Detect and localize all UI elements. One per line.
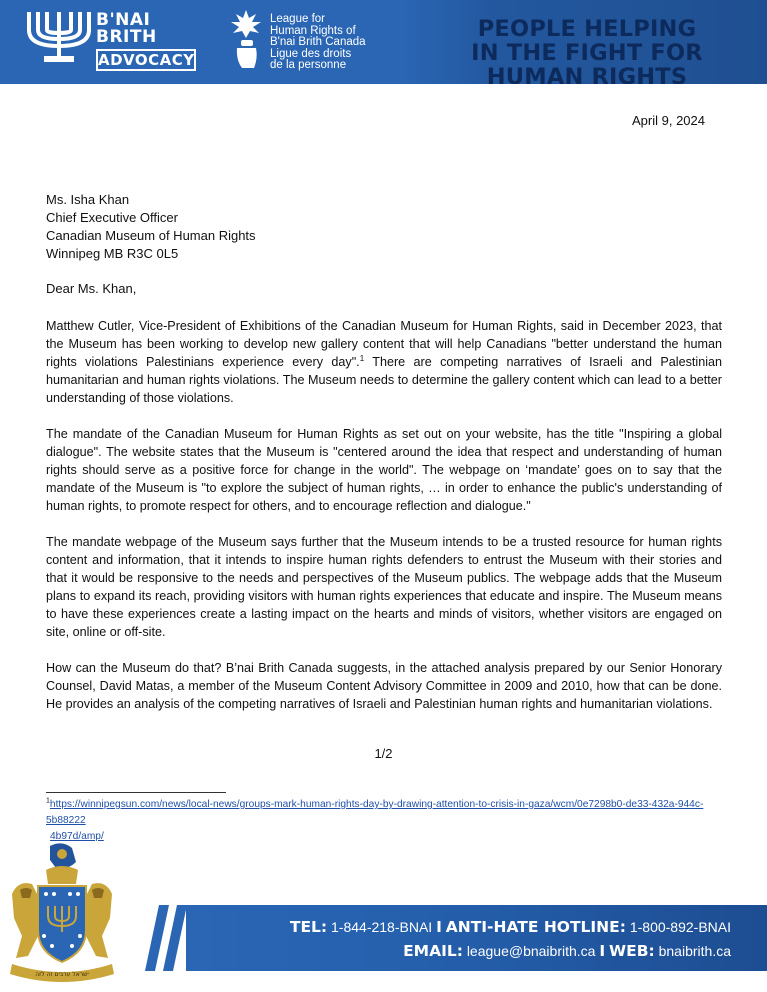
logo-line-1: B'NAI bbox=[96, 10, 151, 30]
footer-contact-band bbox=[186, 905, 767, 971]
footer-email-line bbox=[403, 942, 731, 960]
advocacy-label: ADVOCACY bbox=[98, 51, 195, 69]
paragraph-1-part-a: Matthew Cutler, Vice-President of Exhibitions of the Canadian Museum for Human Rights, said in December 2023, that the Museum has been working to develop new gallery content that will help Canadians "better understand the human rights violations Palestinians experience every day". bbox=[46, 319, 722, 369]
paragraph-3: The mandate webpage of the Museum says further that the Museum intends to be a trusted resource for human rights content and information, that it intends to inspire human rights defenders to entrust the Museum with their stories and that it would be responsive to the needs and perspectives of the Museum publics. The webpage adds that the Museum plans to expand its reach, providing visitors with human rights experiences that educate and inspire. The Museum means to have these experiences create a lasting impact on the hearts and minds of visitors, whether visitors are engaged on site, online or off-site. bbox=[46, 535, 722, 639]
salutation: Dear Ms. Khan, bbox=[46, 281, 137, 296]
tel-value[interactable]: 1-844-218-BNAI bbox=[331, 919, 433, 935]
footnote-reference[interactable]: 1 bbox=[359, 353, 365, 363]
tel-label: TEL: bbox=[289, 918, 328, 936]
bnai-brith-wordmark bbox=[96, 12, 157, 46]
recipient-address bbox=[46, 191, 256, 263]
letterhead-banner bbox=[0, 0, 767, 84]
paragraph-4: How can the Museum do that? B’nai Brith Canada suggests, in the attached analysis prepared by our Senior Honorary Counsel, David Matas, a member of the Museum Content Advisory Committee in 2009 and 2010, how that can be done. He provides an analysis of the competing narratives of Israeli and Palestinian human rights and humanitarian violations. bbox=[46, 661, 722, 711]
tagline-line-2: IN THE FIGHT FOR HUMAN RIGHTS bbox=[471, 40, 703, 84]
footnote-link[interactable] bbox=[46, 799, 703, 842]
logo-line-2: BRITH bbox=[96, 27, 157, 47]
footer-separator: I bbox=[436, 918, 442, 936]
league-line-1: League for bbox=[270, 13, 325, 25]
league-line-3: B'nai Brith Canada bbox=[270, 36, 366, 48]
footer-phone-line bbox=[290, 918, 731, 936]
paragraph-2: The mandate of the Canadian Museum for Human Rights as set out on your website, has the title "Inspiring a global dialogue". The website states that the Museum is "centered around the idea that respect and understanding of human rights should serve as a positive force for change in the world". The webpage on ‘mandate’ goes on to say that the mandate of the Museum is "to explore the subject of human rights, … in order to enhance the public's understanding of human rights, to promote respect for others, and to encourage reflection and dialogue." bbox=[46, 427, 722, 513]
web-label: WEB: bbox=[609, 942, 655, 960]
footer-separator: I bbox=[599, 942, 606, 960]
email-value[interactable]: league@bnaibrith.ca bbox=[466, 943, 596, 959]
header-tagline bbox=[432, 17, 742, 84]
torch-hand-icon bbox=[228, 8, 264, 70]
recipient-organization: Canadian Museum of Human Rights bbox=[46, 228, 256, 243]
web-value[interactable]: bnaibrith.ca bbox=[658, 943, 731, 959]
league-line-4: Ligue des droits bbox=[270, 47, 352, 60]
league-wordmark bbox=[270, 14, 400, 72]
coat-of-arms-icon bbox=[6, 840, 118, 988]
footnote-divider bbox=[46, 792, 226, 793]
menorah-icon bbox=[26, 10, 92, 66]
league-line-2: Human Rights of bbox=[270, 24, 356, 37]
paragraph-1 bbox=[46, 317, 722, 407]
hotline-value[interactable]: 1-800-892-BNAI bbox=[629, 919, 731, 935]
tagline-line-1: PEOPLE HELPING bbox=[477, 16, 697, 42]
crest-motto: ישראל ערבים זה לזה bbox=[35, 971, 89, 978]
paragraph-1-part-b: There are competing narratives of Israeli and Palestinian humanitarian and human rights violations. The Museum needs to determine the gallery content which can lead to a better understanding of those violations. bbox=[46, 355, 722, 405]
footnote bbox=[46, 797, 726, 845]
recipient-name: Ms. Isha Khan bbox=[46, 192, 130, 207]
recipient-title: Chief Executive Officer bbox=[46, 210, 178, 225]
page-number: 1/2 bbox=[374, 746, 393, 761]
footnote-url-line-1: https://winnipegsun.com/news/local-news/groups-mark-human-rights-day-by-drawing-attention-to-crisis-in-gaza/wcm/0e7298b0-de33-432a-944c-5b88222 bbox=[46, 799, 704, 826]
footnote-marker: 1 bbox=[46, 797, 50, 805]
letter-date: April 9, 2024 bbox=[632, 113, 705, 128]
recipient-city: Winnipeg MB R3C 0L5 bbox=[46, 246, 179, 261]
email-label: EMAIL: bbox=[403, 942, 463, 960]
hotline-label: ANTI-HATE HOTLINE: bbox=[445, 918, 626, 936]
league-line-5: de la personne bbox=[270, 59, 347, 71]
footnote-url-line-2: 4b97d/amp/ bbox=[50, 831, 104, 842]
